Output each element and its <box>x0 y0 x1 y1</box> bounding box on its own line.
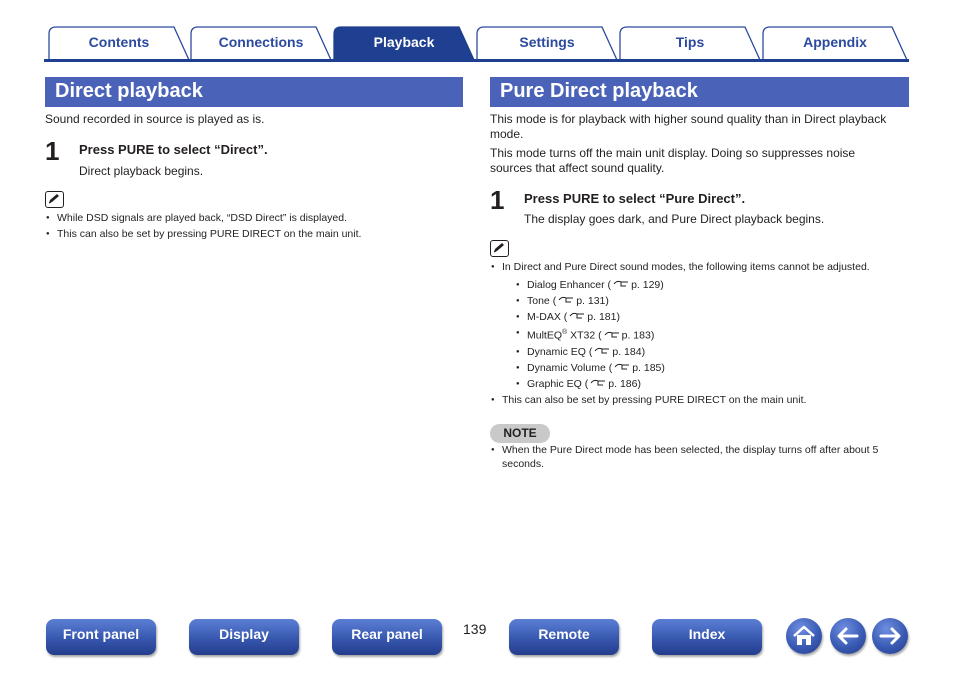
remote-button[interactable]: Remote <box>509 619 619 655</box>
list-item: ● When the Pure Direct mode has been selected, the display turns off after about 5 seconds. <box>491 443 911 471</box>
index-button[interactable]: Index <box>652 619 762 655</box>
page-reference-icon <box>558 295 574 305</box>
list-item <box>491 259 911 392</box>
direct-intro: Sound recorded in source is played as is. <box>45 112 265 126</box>
direct-notes-list <box>46 210 466 242</box>
home-icon <box>786 618 822 654</box>
step-title: Press PURE to select “Direct”. <box>79 142 268 157</box>
section-title-pure-direct-playback: Pure Direct playback <box>490 77 909 107</box>
back-arrow-icon <box>830 618 866 654</box>
page-link[interactable]: p. 129 <box>631 279 661 291</box>
list-item: ● Dialog Enhancer ( p. 129) <box>516 277 911 293</box>
list-item: ● Graphic EQ ( p. 186) <box>516 376 911 392</box>
page-reference-icon <box>614 362 630 372</box>
page-reference-icon <box>604 330 620 340</box>
step-number: 1 <box>490 185 505 215</box>
tab-playback-label: Playback <box>373 34 435 50</box>
tab-connections-label: Connections <box>218 34 304 50</box>
pure-direct-notes-list <box>491 259 911 408</box>
page-reference-icon <box>569 311 585 321</box>
tab-bar <box>44 26 909 62</box>
tab-settings[interactable] <box>476 26 618 60</box>
item-name: Graphic EQ <box>527 377 582 390</box>
tab-tips-label: Tips <box>675 34 705 50</box>
page-link[interactable]: p. 181 <box>587 311 617 323</box>
list-item: ● Tone ( p. 131) <box>516 293 911 309</box>
item-name: Dynamic EQ <box>527 345 586 358</box>
item-name: M-DAX <box>527 311 561 323</box>
list-item: ● While DSD signals are played back, “DSD Direct” is displayed. <box>46 210 466 226</box>
step-description: The display goes dark, and Pure Direct playback begins. <box>524 212 825 226</box>
page-link[interactable]: p. 184 <box>612 345 642 358</box>
item-suffix: XT32 <box>567 329 596 342</box>
pencil-icon <box>490 240 509 257</box>
tab-playback[interactable] <box>333 26 475 60</box>
tab-tips[interactable] <box>619 26 761 60</box>
memo-intro: In Direct and Pure Direct sound modes, the following items cannot be adjusted. <box>502 261 870 273</box>
list-item: ● This can also be set by pressing PURE DIRECT on the main unit. <box>491 392 911 408</box>
list-item: ● Dynamic Volume ( p. 185) <box>516 360 911 376</box>
page-link[interactable]: p. 183 <box>621 329 651 342</box>
item-name: Dialog Enhancer <box>527 279 605 291</box>
display-button[interactable]: Display <box>189 619 299 655</box>
tab-baseline <box>44 59 909 62</box>
page-reference-icon <box>590 378 606 388</box>
list-item: ● M-DAX ( p. 181) <box>516 309 911 325</box>
page-link[interactable]: p. 131 <box>576 295 606 307</box>
list-item: ● Dynamic EQ ( p. 184) <box>516 344 911 360</box>
pencil-icon <box>45 191 64 208</box>
back-button[interactable] <box>830 618 866 654</box>
tab-appendix[interactable] <box>762 26 908 60</box>
forward-arrow-icon <box>872 618 908 654</box>
registered-mark: ® <box>562 329 568 336</box>
rear-panel-button[interactable]: Rear panel <box>332 619 442 655</box>
pure-direct-intro-2: This mode turns off the main unit display. Doing so suppresses noise sources that affect sound quality. <box>490 146 856 175</box>
unadjustable-items <box>516 277 911 392</box>
tab-contents[interactable] <box>48 26 190 60</box>
section-title-direct-playback: Direct playback <box>45 77 463 107</box>
page-reference-icon <box>594 346 610 356</box>
page-link[interactable]: p. 186 <box>608 377 638 390</box>
forward-button[interactable] <box>872 618 908 654</box>
page-link[interactable]: p. 185 <box>632 361 662 374</box>
pure-direct-intro-1: This mode is for playback with higher sound quality than in Direct playback mode. <box>490 112 887 141</box>
front-panel-button[interactable]: Front panel <box>46 619 156 655</box>
item-name: Dynamic Volume <box>527 361 606 374</box>
tab-appendix-label: Appendix <box>803 34 867 50</box>
step-number: 1 <box>45 136 60 166</box>
step-title: Press PURE to select “Pure Direct”. <box>524 191 746 206</box>
note-list <box>491 443 911 471</box>
page-reference-icon <box>613 279 629 289</box>
list-item: ● MultEQ® XT32 ( p. 183) <box>516 325 911 344</box>
tab-contents-label: Contents <box>88 34 150 50</box>
item-name: MultEQ <box>527 329 563 342</box>
home-button[interactable] <box>786 618 822 654</box>
tab-settings-label: Settings <box>519 34 575 50</box>
page-number: 139 <box>463 621 487 637</box>
item-name: Tone <box>527 295 550 307</box>
tab-connections[interactable] <box>190 26 332 60</box>
step-description: Direct playback begins. <box>79 164 204 178</box>
note-badge: NOTE <box>490 424 550 443</box>
list-item: ● This can also be set by pressing PURE DIRECT on the main unit. <box>46 226 466 242</box>
